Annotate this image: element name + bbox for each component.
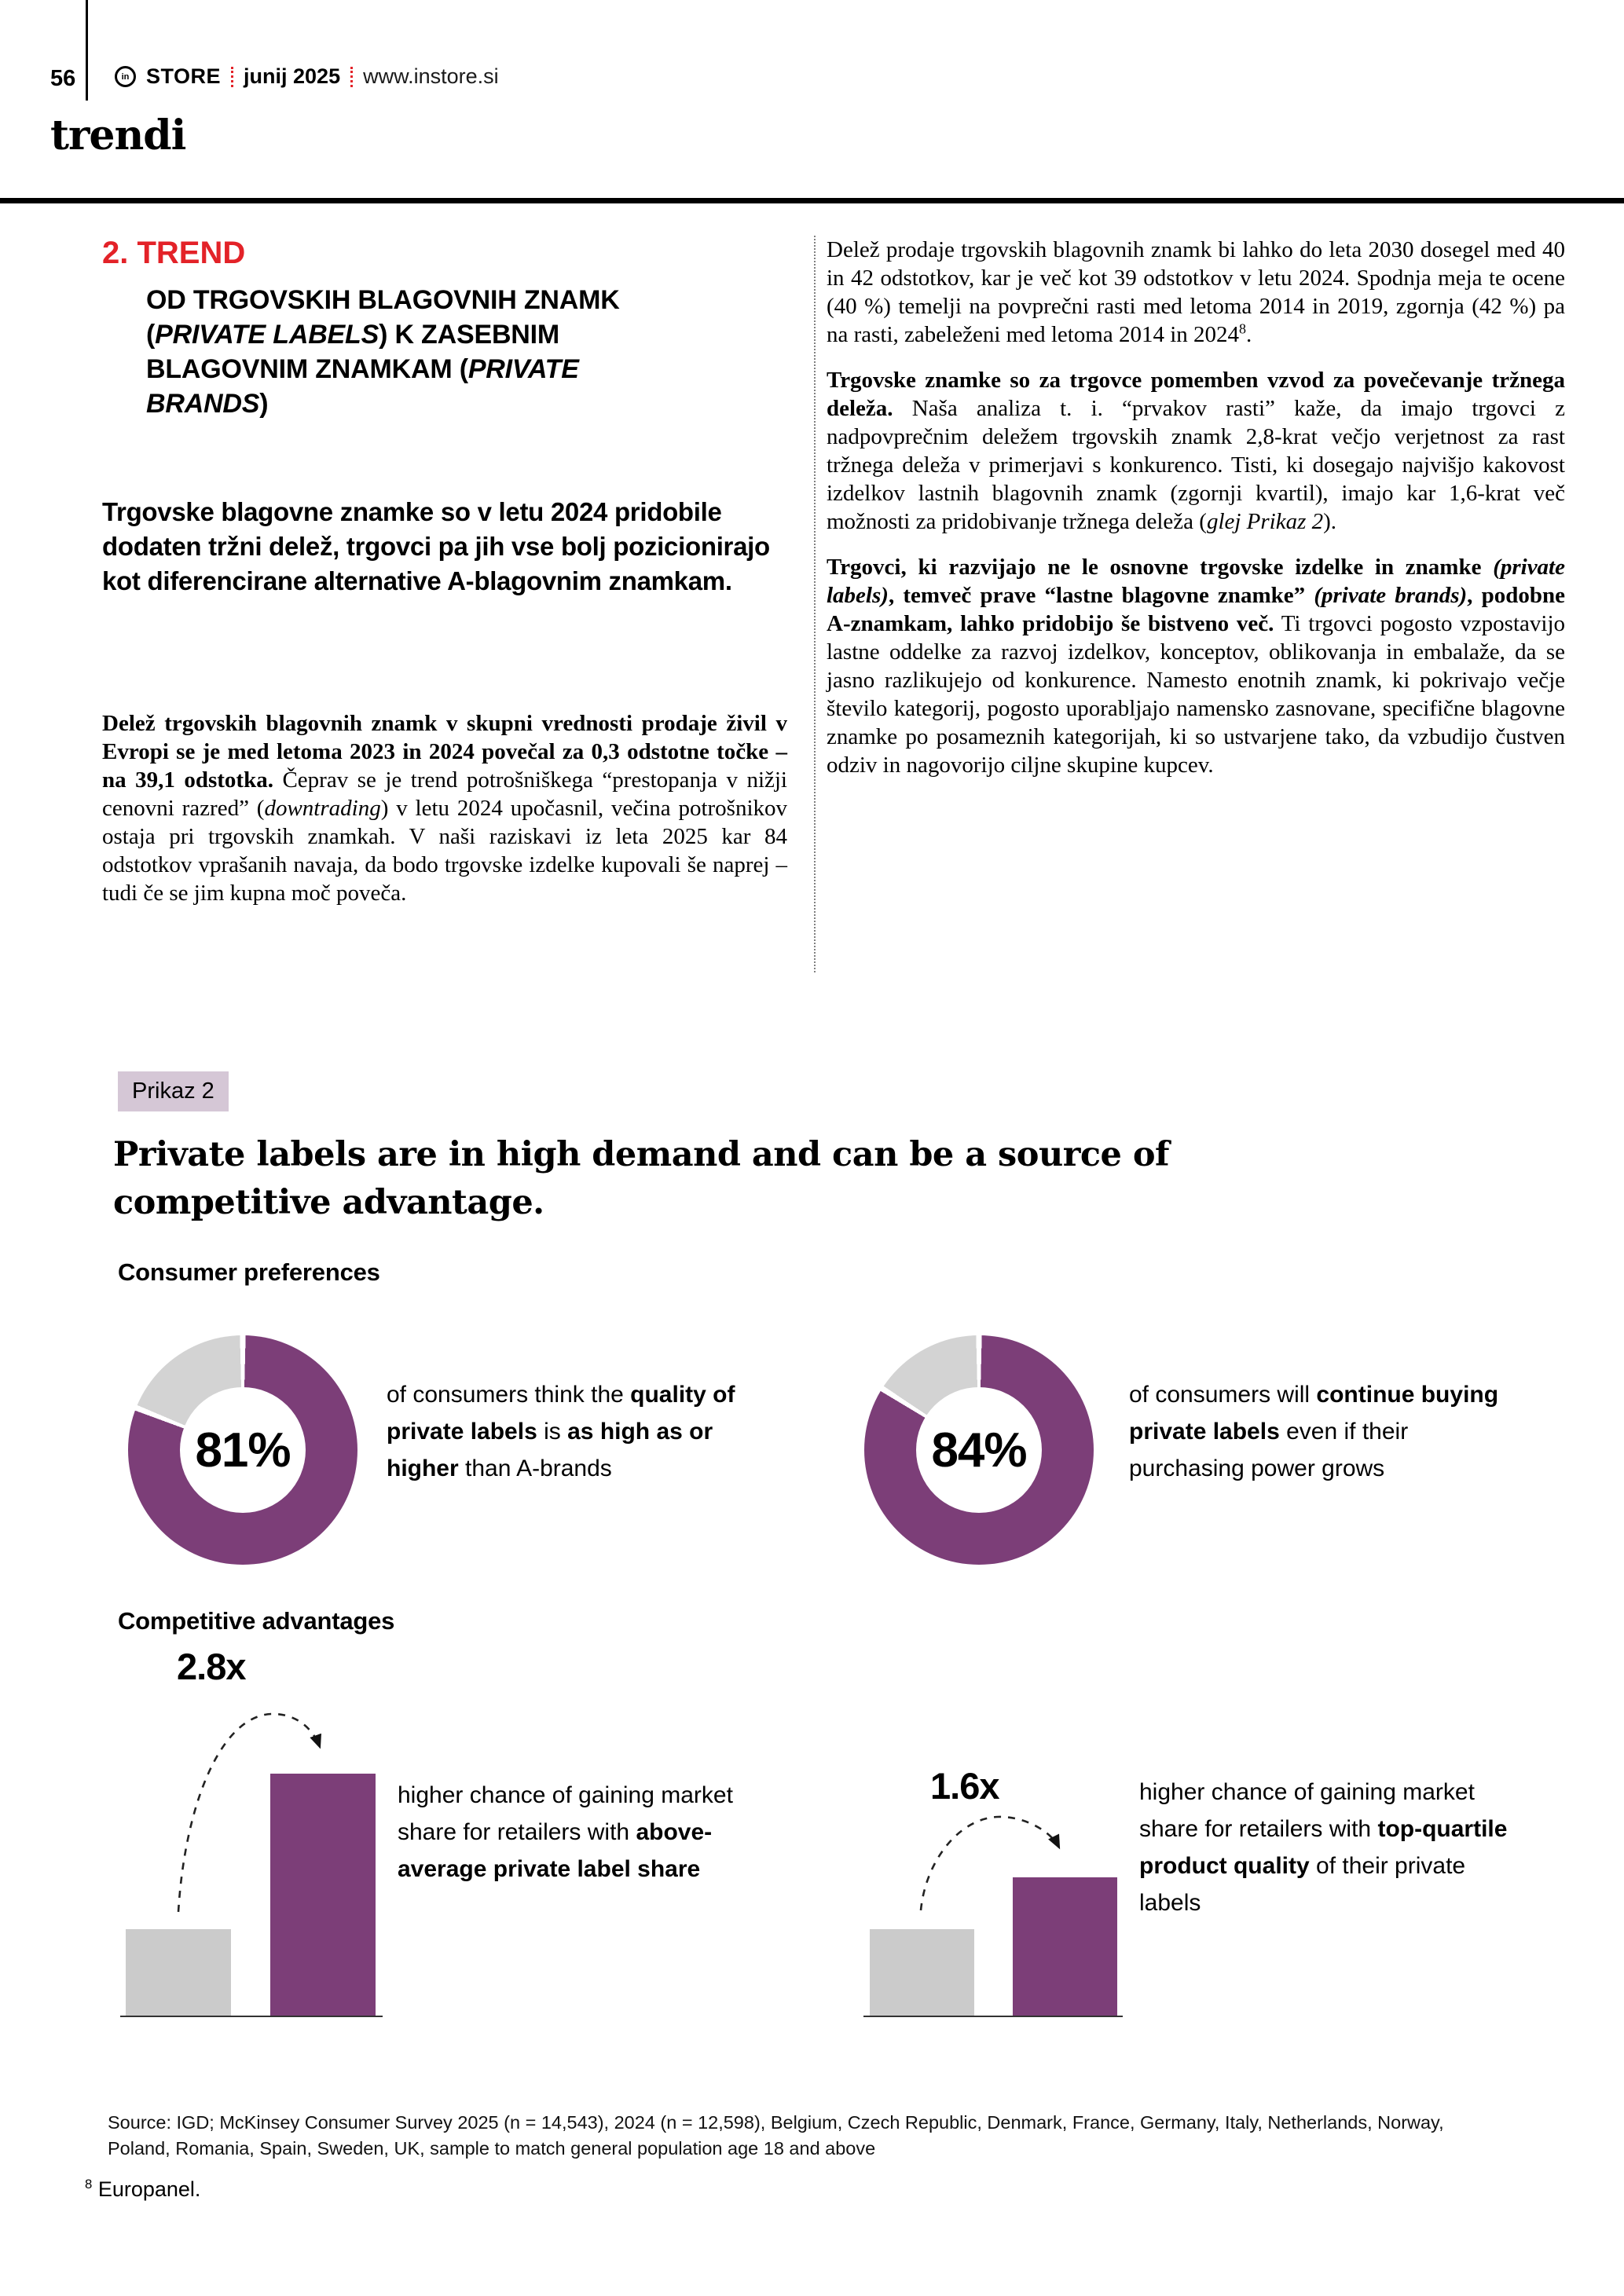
- issue-date: junij 2025: [244, 64, 341, 88]
- donut-percentage: 84%: [931, 1423, 1027, 1478]
- page-number: 56: [50, 66, 76, 91]
- source-note: Source: IGD; McKinsey Consumer Survey 2025 (n = 14,543), 2024 (n = 12,598), Belgium, Czech Republic, Denmark, France, Germany, Italy, Netherlands, Norway, Poland, Romania, Spain, Sweden, UK, sample to match general population age 18 and above: [108, 2112, 1444, 2159]
- article-paragraph: Trgovci, ki razvijajo ne le osnovne trgovske izdelke in znamke (private labels), temveč prave “lastne blagovne znamke” (private brands), podobne A-znamkam, lahko pridobijo še bistveno več. Ti trgovci pogosto vzpostavijo lastne oddelke za razvoj izdelkov, konceptov, oblikovanja in embalaže, da se jasno razlikujejo od konkurence. Namesto enotnih znamk, ki pokrivajo večje število kategorij, pogosto uporabljajo namensko zasnovane, specifične blagovne znamke po posameznih kategorijah, ki so ustvarjene tako, da vzbudijo čustven odziv in nagovorijo ciljne skupine kupcev.: [827, 555, 1566, 778]
- magazine-name: STORE: [146, 64, 222, 88]
- bar-baseline: [126, 1929, 231, 2016]
- article-body-right: [827, 236, 1565, 796]
- footnote-mark: 8: [85, 2177, 93, 2192]
- donut-description: of consumers think the quality of private labels is as high as or higher than A-brands: [387, 1382, 735, 1481]
- footnote-text: Europanel.: [92, 2177, 201, 2201]
- article-lead: Trgovske blagovne znamke so v letu 2024 pridobile dodaten tržni delež, trgovci pa jih vse bolj pozicionirajo kot diferencirane alternative A-blagovnim znamkam.: [102, 497, 770, 595]
- section-label: trendi: [50, 112, 186, 159]
- header-divider-line: [86, 0, 88, 101]
- article-body-left: Delež trgovskih blagovnih znamk v skupni vrednosti prodaje živil v Evropi se je med letoma 2023 in 2024 povečal za 0,3 odstotne točke – na 39,1 odstotka. Čeprav se je trend potrošniškega “prestopanja v nižji cenovni razred” (downtrading) v letu 2024 upočasnil, večina potrošnikov ostaja pri trgovskih znamkah. V naši raziskavi iz leta 2025 kar 84 odstotkov vprašanih navaja, da bodo trgovske izdelke kupovali še naprej – tudi če se jim kupna moč poveča.: [102, 711, 788, 906]
- column-divider: [814, 236, 816, 972]
- header-meta: [115, 64, 499, 89]
- axis-line: [863, 2016, 1123, 2017]
- donut-chart-quality: [128, 1335, 357, 1565]
- article-title: OD TRGOVSKIH BLAGOVNIH ZNAMK (PRIVATE LABELS) K ZASEBNIM BLAGOVNIM ZNAMKAM (PRIVATE BRANDS): [146, 285, 620, 419]
- donut-percentage: 81%: [195, 1423, 291, 1478]
- axis-line: [120, 2016, 383, 2017]
- article-kicker: 2. TREND: [102, 236, 246, 270]
- section-rule: [0, 198, 1624, 203]
- trend-arrow-icon: [880, 1799, 1076, 1924]
- article-paragraph: Trgovske znamke so za trgovce pomemben vzvod za povečevanje tržnega deleža. Naša analiza t. i. “prvakov rasti” kaže, da imajo trgovci z nadpovprečnim deležem trgovskih znamk 2,8-krat večjo verjetnost za rast tržnega deleža v primerjavi s konkurenco. Tisti, ki dosegajo najvišjo kakovost izdelkov lastnih blagovnih znamk (zgornji kvartil), imajo kar 1,6-krat več možnosti za pridobivanje tržnega deleža (glej Prikaz 2).: [827, 368, 1565, 534]
- website-url: www.instore.si: [363, 64, 499, 88]
- donut-description: of consumers will continue buying private labels even if their purchasing power grows: [1129, 1382, 1499, 1481]
- article-paragraph: Delež prodaje trgovskih blagovnih znamk bi lahko do leta 2030 dosegel med 40 in 42 odstotkov, kar je več kot 39 odstotkov v letu 2024. Spodnja meja te ocene (40 %) temelji na povprečni rasti med letoma 2014 in 2019, zgornja (42 %) pa na rasti, zabeleženi med letoma 2014 in 2024$^8$.: [827, 237, 1565, 347]
- bar-baseline: [870, 1929, 974, 2016]
- instore-logo-icon: in: [115, 66, 136, 87]
- exhibit-badge: Prikaz 2: [118, 1071, 229, 1111]
- consumer-preferences-heading: Consumer preferences: [118, 1258, 380, 1286]
- multiplier-label: 1.6x: [930, 1765, 999, 1807]
- dotted-separator-icon: [231, 67, 233, 87]
- dotted-separator-icon: [350, 67, 353, 87]
- bar-description: higher chance of gaining market share for retailers with above-average private label share: [398, 1782, 733, 1882]
- donut-chart-continue-buying: [864, 1335, 1094, 1565]
- multiplier-label: 2.8x: [177, 1646, 246, 1687]
- footnote: [85, 2177, 200, 2202]
- competitive-advantages-heading: Competitive advantages: [118, 1607, 395, 1635]
- exhibit-title: Private labels are in high demand and can be a source of competitive advantage.: [113, 1135, 1170, 1222]
- trend-arrow-icon: [118, 1689, 354, 1924]
- bar-description: higher chance of gaining market share for retailers with top-quartile product quality of their private labels: [1139, 1779, 1508, 1916]
